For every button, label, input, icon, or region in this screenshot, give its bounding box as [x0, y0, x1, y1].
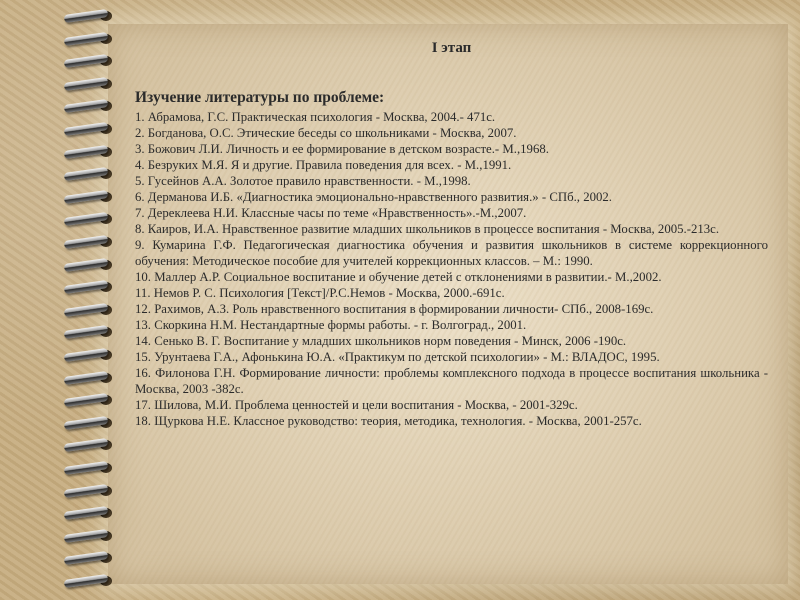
stage-title: I этап: [431, 40, 472, 56]
spiral-ring: [64, 76, 120, 92]
spiral-ring: [64, 234, 120, 250]
reference-item: 16. Филонова Г.Н. Формирование личности: проблемы комплексного подхода в процессе воспитания школьника - Москва, 2003 -382с.: [135, 366, 768, 396]
reference-item: 9. Кумарина Г.Ф. Педагогическая диагностика обучения и развития школьников в системе коррекционного обучения: Методическое пособие для учителей коррекционных классов. – М.: 1990.: [135, 238, 768, 268]
spiral-binding: [64, 8, 120, 596]
spiral-ring: [64, 505, 120, 521]
spiral-ring: [64, 189, 120, 205]
spiral-ring: [64, 166, 120, 182]
reference-item: 18. Щуркова Н.Е. Классное руководство: теория, методика, технология. - Москва, 2001-257с.: [135, 414, 642, 428]
section-heading: Изучение литературы по проблеме:: [135, 89, 385, 106]
spiral-ring: [64, 121, 120, 137]
spiral-ring: [64, 211, 120, 227]
reference-item: 10. Маллер А.Р. Социальное воспитание и обучение детей с отклонениями в развитии.- М.,2002.: [135, 270, 662, 284]
reference-list: [135, 109, 768, 429]
spiral-ring: [64, 257, 120, 273]
spiral-ring: [64, 528, 120, 544]
reference-item: 5. Гусейнов А.А. Золотое правило нравственности. - М.,1998.: [135, 174, 471, 188]
spiral-ring: [64, 573, 120, 589]
spiral-ring: [64, 8, 120, 24]
spiral-ring: [64, 370, 120, 386]
reference-item: 2. Богданова, О.С. Этические беседы со школьниками - Москва, 2007.: [135, 126, 517, 140]
spiral-ring: [64, 347, 120, 363]
reference-item: 3. Божович Л.И. Личность и ее формирование в детском возрасте.- М.,1968.: [135, 142, 549, 156]
spiral-ring: [64, 415, 120, 431]
reference-item: 4. Безруких М.Я. Я и другие. Правила поведения для всех. - М.,1991.: [135, 158, 512, 172]
reference-item: 7. Дереклеева Н.И. Классные часы по теме «Нравственность».-М.,2007.: [135, 206, 527, 220]
reference-item: 11. Немов Р. С. Психология [Текст]/Р.С.Немов - Москва, 2000.-691с.: [135, 286, 505, 300]
spiral-ring: [64, 53, 120, 69]
spiral-ring: [64, 324, 120, 340]
reference-item: 14. Сенько В. Г. Воспитание у младших школьников норм поведения - Минск, 2006 -190с.: [135, 334, 627, 348]
spiral-ring: [64, 31, 120, 47]
reference-item: 17. Шилова, М.И. Проблема ценностей и цели воспитания - Москва, - 2001-329с.: [135, 398, 578, 412]
reference-item: 13. Скоркина Н.М. Нестандартные формы работы. - г. Волгоград., 2001.: [135, 318, 527, 332]
spiral-ring: [64, 144, 120, 160]
spiral-ring: [64, 98, 120, 114]
spiral-ring: [64, 437, 120, 453]
reference-item: 15. Урунтаева Г.А., Афонькина Ю.А. «Практикум по детской психологии» - М.: ВЛАДОС, 1995.: [135, 350, 660, 364]
spiral-ring: [64, 460, 120, 476]
reference-item: 12. Рахимов, А.З. Роль нравственного воспитания в формировании личности- СПб., 2008-169с.: [135, 302, 654, 316]
spiral-ring: [64, 483, 120, 499]
spiral-ring: [64, 279, 120, 295]
spiral-ring: [64, 550, 120, 566]
reference-item: 6. Дерманова И.Б. «Диагностика эмоционально-нравственного развития.» - СПб., 2002.: [135, 190, 613, 204]
reference-item: 1. Абрамова, Г.С. Практическая психология - Москва, 2004.- 471с.: [135, 110, 496, 124]
spiral-ring: [64, 392, 120, 408]
spiral-ring: [64, 302, 120, 318]
slide-content: [135, 40, 768, 429]
reference-item: 8. Каиров, И.А. Нравственное развитие младших школьников в процессе воспитания - Москва, 2005.-213с.: [135, 222, 720, 236]
